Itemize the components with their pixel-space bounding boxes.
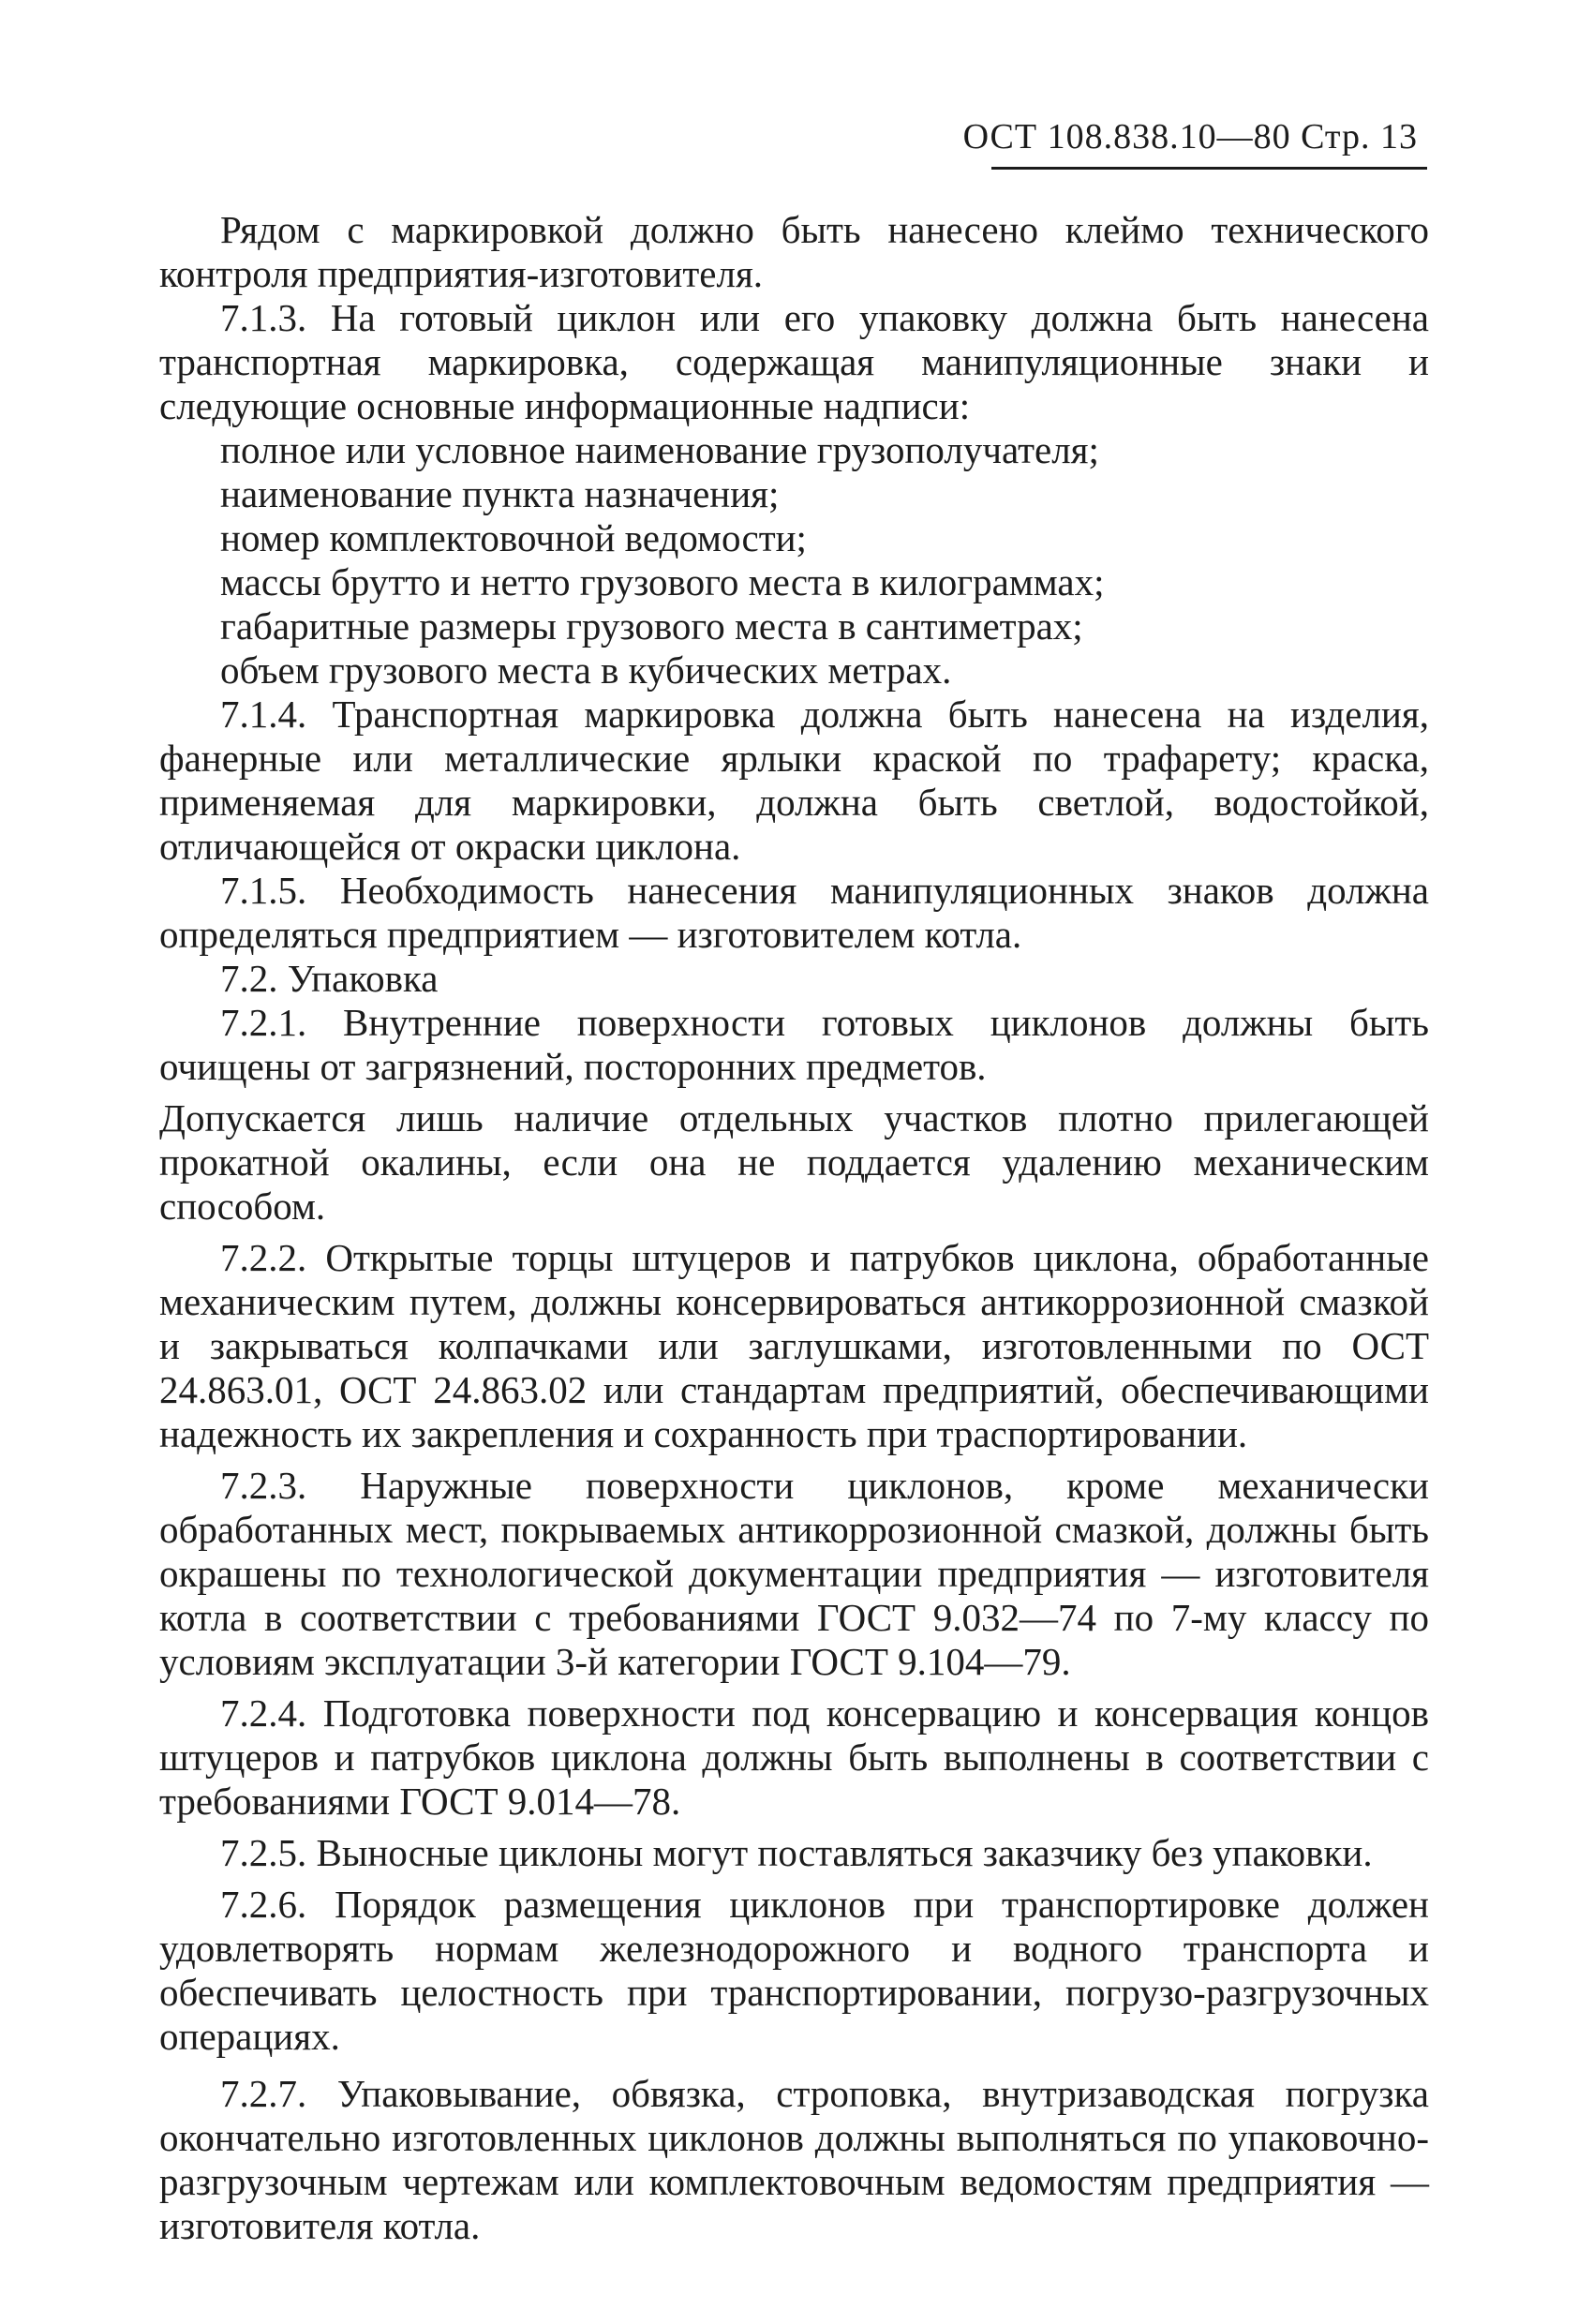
paragraph: Рядом с маркировкой должно быть нанесено клеймо технического контроля предприятия-изготовителя. [159, 208, 1429, 295]
paragraph: 7.2.4. Подготовка поверхности под консервацию и консервация концов штуцеров и патрубков циклона должны быть выполнены в соответствии с требованиями ГОСТ 9.014—78. [159, 1691, 1429, 1823]
paragraph: Допускается лишь наличие отдельных участков плотно прилегающей прокатной окалины, если она не поддается удалению механическим способом. [159, 1096, 1429, 1228]
paragraph: 7.2.3. Наружные поверхности циклонов, кроме механически обработанных мест, покрываемых антикоррозионной смазкой, должны быть окрашены по технологической документации предприятия — изготовителя котла в соответствии с требованиями ГОСТ 9.032—74 по 7-му классу по условиям эксплуатации 3-й категории ГОСТ 9.104—79. [159, 1464, 1429, 1683]
list-item: номер комплектовочной ведомости; [220, 516, 807, 559]
paragraph: 7.2.2. Открытые торцы штуцеров и патрубков циклона, обработанные механическим путем, должны консервироваться антикоррозионной смазкой и закрываться колпачками или заглушками, изготовленными по ОСТ 24.863.01, ОСТ 24.863.02 или стандартам предприятий, обеспечивающими надежность их закрепления и сохранность при траспортировании. [159, 1236, 1429, 1455]
page-header [962, 111, 1427, 170]
paragraph: 7.2.6. Порядок размещения циклонов при транспортировке должен удовлетворять нормам железнодорожного и водного транспорта и обеспечивать целостность при транспортировании, погрузо-разгрузочных операциях. [159, 1883, 1429, 2058]
list-item: полное или условное наименование грузополучателя; [220, 428, 1099, 471]
list-item: объем грузового места в кубических метрах. [220, 648, 952, 692]
paragraph: 7.1.3. На готовый циклон или его упаковку должна быть нанесена транспортная маркировка, содержащая манипуляционные знаки и следующие основные информационные надписи: [159, 296, 1429, 427]
paragraph: 7.2.5. Выносные циклоны могут поставляться заказчику без упаковки. [220, 1831, 1373, 1874]
list-item: габаритные размеры грузового места в сантиметрах; [220, 604, 1083, 648]
list-item: массы брутто и нетто грузового места в килограммах; [220, 560, 1105, 603]
paragraph: 7.1.5. Необходимость нанесения манипуляционных знаков должна определяться предприятием — изготовителем котла. [159, 869, 1429, 956]
document-body [159, 208, 1429, 2248]
paragraph: 7.2.1. Внутренние поверхности готовых циклонов должны быть очищены от загрязнений, посторонних предметов. [159, 1001, 1429, 1088]
section-heading: 7.2. Упаковка [220, 957, 439, 1000]
paragraph: 7.1.4. Транспортная маркировка должна быть нанесена на изделия, фанерные или металлические ярлыки краской по трафарету; краска, применяемая для маркировки, должна быть светлой, водостойкой, отличающейся от окраски циклона. [159, 693, 1429, 868]
header-text: ОСТ 108.838.10—80 Стр. 13 [962, 117, 1418, 156]
paragraph: 7.2.7. Упаковывание, обвязка, строповка, внутризаводская погрузка окончательно изготовленных циклонов должны выполняться по упаковочно-разгрузочным чертежам или комплектовочным ведомостям предприятия — изготовителя котла. [159, 2072, 1429, 2247]
list-item: наименование пункта назначения; [220, 472, 780, 515]
